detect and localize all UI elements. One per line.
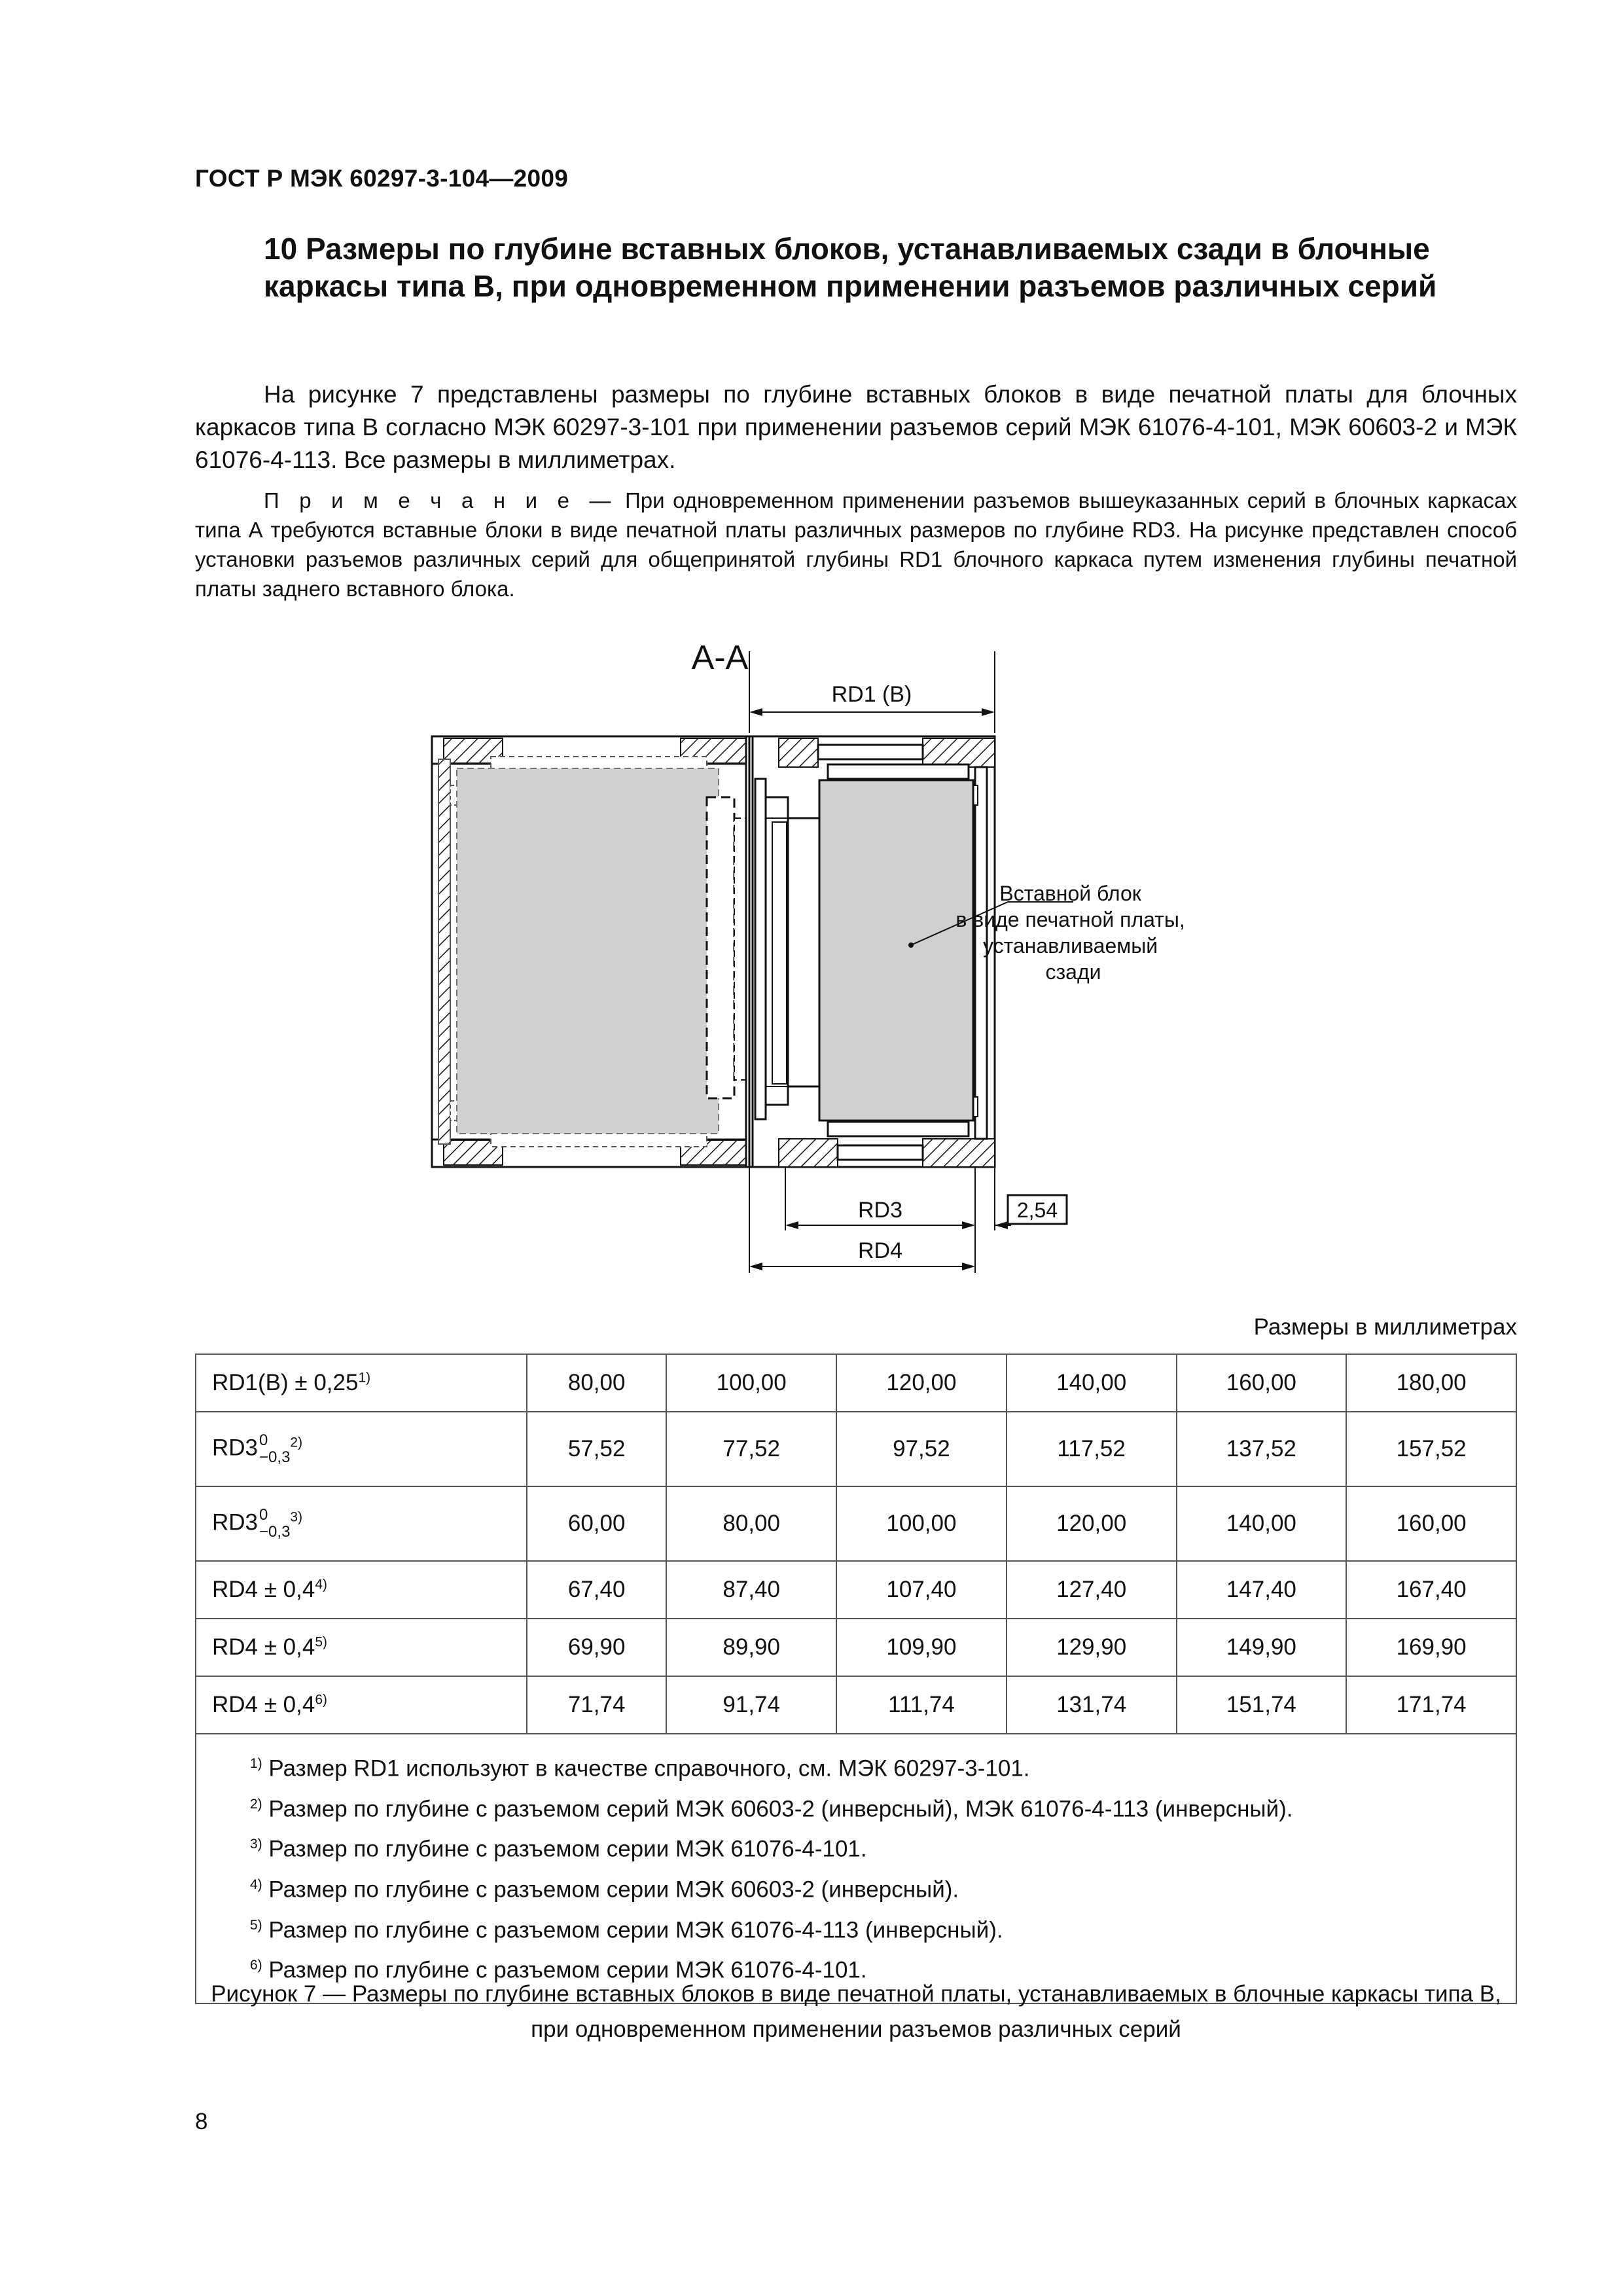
figure-caption: Рисунок 7 — Размеры по глубине вставных блоков в виде печатной платы, устанавливаемых в блочные каркасы типа В, при одновременном применении разъемов различных серий (211, 1981, 1501, 2042)
footnote (250, 1908, 1516, 1948)
row-label (196, 1561, 527, 1619)
dimensions-table (195, 1354, 1517, 2004)
footnote-mark: 3) (290, 1509, 303, 1525)
note-label: П р и м е ч а н и е — (264, 488, 617, 512)
footnote-text: Размер по глубине с разъемом серии МЭК 61076-4-101. (262, 1836, 867, 1862)
table-cell: 149,90 (1177, 1619, 1347, 1676)
row-label-text: RD4 ± 0,4 (212, 1634, 315, 1660)
footnote-mark: 6) (250, 1958, 262, 1973)
footnote-mark: 4) (315, 1577, 328, 1592)
table-row (196, 1412, 1516, 1486)
footnote-mark: 2) (290, 1435, 303, 1450)
footnote-text: Размер по глубине с разъемом серии МЭК 60603-2 (инверсный). (262, 1876, 959, 1903)
table-cell: 69,90 (527, 1619, 666, 1676)
footnote-mark: 1) (250, 1756, 262, 1771)
document-header: ГОСТ Р МЭК 60297-3-104—2009 (195, 165, 569, 192)
table-cell: 80,00 (527, 1354, 666, 1412)
footnote-text: Размер по глубине с разъемом серии МЭК 61076-4-113 (инверсный). (262, 1917, 1003, 1943)
table-cell: 140,00 (1007, 1354, 1177, 1412)
table-row (196, 1619, 1516, 1676)
row-label (196, 1619, 527, 1676)
table-cell: 97,52 (836, 1412, 1007, 1486)
table-cell: 127,40 (1007, 1561, 1177, 1619)
table-cell: 111,74 (836, 1676, 1007, 1734)
dim-gap-label: 2,54 (1016, 1198, 1058, 1222)
table-cell: 57,52 (527, 1412, 666, 1486)
footnote-mark: 5) (315, 1634, 328, 1650)
section-label: А-А (691, 639, 749, 677)
row-label-text: RD3 (212, 1435, 259, 1461)
dim-rd3-label: RD3 (857, 1198, 903, 1223)
tolerance-upper: 0 (259, 1431, 268, 1449)
intro-paragraph: На рисунке 7 представлены размеры по глубине вставных блоков в виде печатной платы для блочных каркасов типа В согласно МЭК 60297-3-101 при применении разъемов серий МЭК 61076-4-101, МЭК 60603-2 и МЭК 61076-4-113. Все размеры в миллиметрах. (195, 381, 1517, 473)
units-note: Размеры в миллиметрах (1253, 1314, 1517, 1340)
footnote-mark: 5) (250, 1917, 262, 1933)
dim-rd4-label: RD4 (857, 1238, 903, 1263)
tolerance-lower: −0,3 (259, 1448, 291, 1466)
table-cell: 160,00 (1177, 1354, 1347, 1412)
tolerance-lower: −0,3 (259, 1523, 291, 1541)
table-cell: 157,52 (1346, 1412, 1516, 1486)
table-row (196, 1486, 1516, 1561)
footnote-text: Размер RD1 используют в качестве справочного, см. МЭК 60297-3-101. (262, 1755, 1030, 1782)
callout-line-4: сзади (1045, 960, 1101, 984)
table-cell: 100,00 (666, 1354, 836, 1412)
section-drawing (419, 628, 1185, 1283)
row-label (196, 1676, 527, 1734)
tolerance (259, 1432, 290, 1466)
table-cell: 129,90 (1007, 1619, 1177, 1676)
table-cell: 160,00 (1346, 1486, 1516, 1561)
table-cell: 77,52 (666, 1412, 836, 1486)
table-cell: 120,00 (1007, 1486, 1177, 1561)
table-cell: 107,40 (836, 1561, 1007, 1619)
tolerance (259, 1507, 290, 1541)
footnote (250, 1867, 1516, 1908)
footnote-mark: 4) (250, 1876, 262, 1892)
footnote-mark: 6) (315, 1692, 328, 1708)
table-cell: 80,00 (666, 1486, 836, 1561)
footnotes (196, 1734, 1516, 2003)
svg-text:Вставной блок в виде печат (955, 882, 1190, 984)
callout-line-3: устанавливаемый (982, 934, 1158, 958)
table-cell: 167,40 (1346, 1561, 1516, 1619)
footnote (250, 1827, 1516, 1867)
table-cell: 109,90 (836, 1619, 1007, 1676)
table-cell: 169,90 (1346, 1619, 1516, 1676)
note-text: При одновременном применении разъемов вышеуказанных серий в блочных каркасах типа А требуются вставные блоки в виде печатной платы различных размеров по глубине RD3. На рисунке представлен способ установки разъемов различных серий для общепринятой глубины RD1 блочного каркаса путем изменения глубины печатной платы заднего вставного блока. (195, 488, 1517, 601)
table-cell: 67,40 (527, 1561, 666, 1619)
note-paragraph (195, 486, 1517, 603)
footnote-mark: 1) (358, 1370, 371, 1386)
row-label-text: RD4 ± 0,4 (212, 1692, 315, 1717)
callout-line-2: в виде печатной платы, (955, 908, 1185, 931)
footnote (250, 1787, 1516, 1827)
table-cell: 140,00 (1177, 1486, 1347, 1561)
table-cell: 180,00 (1346, 1354, 1516, 1412)
table-cell: 100,00 (836, 1486, 1007, 1561)
footnotes-row (196, 1734, 1516, 2003)
callout-line-1: Вставной блок (999, 882, 1141, 905)
row-label (196, 1486, 527, 1561)
footnote-text: Размер по глубине с разъемом серии МЭК 61076-4-101. (262, 1957, 867, 1983)
section-title: 10 Размеры по глубине вставных блоков, устанавливаемых сзади в блочные каркасы типа В, при одновременном применении разъемов различных серий (264, 232, 1437, 303)
table-row (196, 1676, 1516, 1734)
row-label (196, 1354, 527, 1412)
row-label-text: RD1(B) ± 0,25 (212, 1370, 359, 1395)
table-cell: 117,52 (1007, 1412, 1177, 1486)
table-cell: 120,00 (836, 1354, 1007, 1412)
page-number: 8 (195, 2109, 208, 2134)
table-cell: 151,74 (1177, 1676, 1347, 1734)
table-cell: 89,90 (666, 1619, 836, 1676)
table-cell: 71,74 (527, 1676, 666, 1734)
table-row (196, 1561, 1516, 1619)
row-label-text: RD3 (212, 1509, 259, 1535)
footnote (250, 1746, 1516, 1787)
table-cell: 87,40 (666, 1561, 836, 1619)
dim-rd1-label: RD1 (B) (831, 682, 912, 707)
footnote-mark: 2) (250, 1796, 262, 1812)
footnote-mark: 3) (250, 1837, 262, 1852)
table-cell: 91,74 (666, 1676, 836, 1734)
table-cell: 60,00 (527, 1486, 666, 1561)
row-label-text: RD4 ± 0,4 (212, 1577, 315, 1602)
table-cell: 147,40 (1177, 1561, 1347, 1619)
row-label (196, 1412, 527, 1486)
footnote-text: Размер по глубине с разъемом серий МЭК 60603-2 (инверсный), МЭК 61076-4-113 (инверсный). (262, 1796, 1293, 1822)
tolerance-upper: 0 (259, 1506, 268, 1524)
table-row (196, 1354, 1516, 1412)
table-cell: 137,52 (1177, 1412, 1347, 1486)
table-cell: 171,74 (1346, 1676, 1516, 1734)
table-cell: 131,74 (1007, 1676, 1177, 1734)
